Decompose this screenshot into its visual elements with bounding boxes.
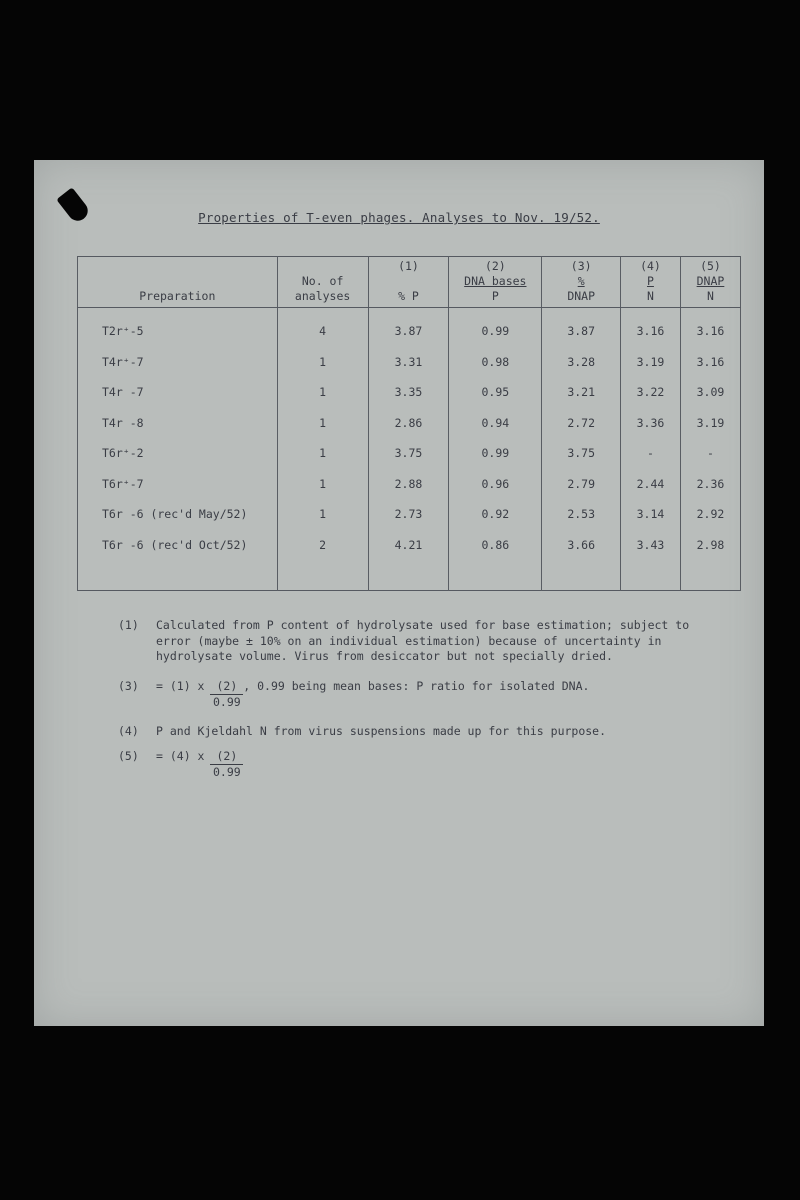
footnote-3: (3) = (1) x $\frac{(2)}{0.99}$ , 0.99 being mean bases: P ratio for isolated DNA. [118,678,590,709]
value-cell: 3.31 [368,347,449,378]
value-cell: 3.75 [368,438,449,469]
preparation-cell: T6r⁺-2 [78,438,278,469]
preparation-cell: T4r⁺-7 [78,347,278,378]
footnote-5: (5) = (4) x $\frac{(2)}{0.99}$ [118,749,718,780]
value-cell: 2.98 [680,530,740,561]
header-analyses: No. of analyses [277,257,368,308]
value-cell: 3.19 [620,347,680,378]
document-page [34,160,764,1026]
value-cell: - [680,438,740,469]
header-col5: (5) DNAP N [680,257,740,308]
table-row [78,408,741,439]
value-cell: 0.86 [449,530,542,561]
value-cell: 3.14 [620,499,680,530]
fraction-5: $\frac{(2)}{0.99}$ [210,749,243,780]
value-cell: 3.35 [368,377,449,408]
footnote-1: (1) Calculated from P content of hydrolysate used for base estimation; subject to error (maybe ± 10% on an individual estimation) because of uncertainty in hydrolysate volume. Virus from desiccator but not specially dried. [118,618,690,663]
table-row [78,347,741,378]
header-col3: (3) % DNAP [542,257,621,308]
title-text: Properties of T-even phages. Analyses to Nov. 19/52. [198,210,600,225]
value-cell: 0.99 [449,438,542,469]
value-cell: 1 [277,377,368,408]
table-row [78,499,741,530]
value-cell: 3.66 [542,530,621,561]
fraction-3: $\frac{(2)}{0.99}$ [210,679,243,710]
value-cell: 2.88 [368,469,449,500]
value-cell: 2.44 [620,469,680,500]
table-row [78,530,741,561]
value-cell: 0.95 [449,377,542,408]
table-row [78,438,741,469]
value-cell: 0.94 [449,408,542,439]
header-row [78,257,741,308]
footnotes [118,618,718,790]
value-cell: 1 [277,408,368,439]
table-row [78,308,741,347]
value-cell: 3.09 [680,377,740,408]
preparation-cell: T2r⁺-5 [78,308,278,347]
value-cell: 3.19 [680,408,740,439]
preparation-cell: T4r -8 [78,408,278,439]
preparation-cell: T6r -6 (rec'd Oct/52) [78,530,278,561]
value-cell: 1 [277,347,368,378]
value-cell: 3.87 [368,308,449,347]
value-cell: 3.28 [542,347,621,378]
value-cell: 2.53 [542,499,621,530]
value-cell: 2 [277,530,368,561]
properties-table [77,256,741,591]
value-cell: 3.22 [620,377,680,408]
value-cell: 0.99 [449,308,542,347]
value-cell: 1 [277,469,368,500]
value-cell: 3.75 [542,438,621,469]
value-cell: 4.21 [368,530,449,561]
value-cell: - [620,438,680,469]
preparation-cell: T4r -7 [78,377,278,408]
header-col1: (1) % P [368,257,449,308]
value-cell: 3.21 [542,377,621,408]
value-cell: 0.92 [449,499,542,530]
value-cell: 2.73 [368,499,449,530]
table-row [78,377,741,408]
value-cell: 3.87 [542,308,621,347]
value-cell: 2.79 [542,469,621,500]
page-title [34,210,764,225]
preparation-cell: T6r -6 (rec'd May/52) [78,499,278,530]
value-cell: 2.36 [680,469,740,500]
value-cell: 0.98 [449,347,542,378]
value-cell: 1 [277,499,368,530]
value-cell: 3.16 [680,347,740,378]
value-cell: 3.36 [620,408,680,439]
value-cell: 0.96 [449,469,542,500]
footnote-4: (4) P and Kjeldahl N from virus suspensions made up for this purpose. [118,723,607,738]
value-cell: 3.43 [620,530,680,561]
table-row [78,469,741,500]
value-cell: 4 [277,308,368,347]
value-cell: 2.72 [542,408,621,439]
value-cell: 1 [277,438,368,469]
header-preparation: Preparation [78,257,278,308]
header-col4: (4) P N [620,257,680,308]
preparation-cell: T6r⁺-7 [78,469,278,500]
value-cell: 2.92 [680,499,740,530]
value-cell: 3.16 [680,308,740,347]
table-bottom-spacer [78,560,741,591]
value-cell: 2.86 [368,408,449,439]
value-cell: 3.16 [620,308,680,347]
header-col2: (2) DNA bases P [449,257,542,308]
